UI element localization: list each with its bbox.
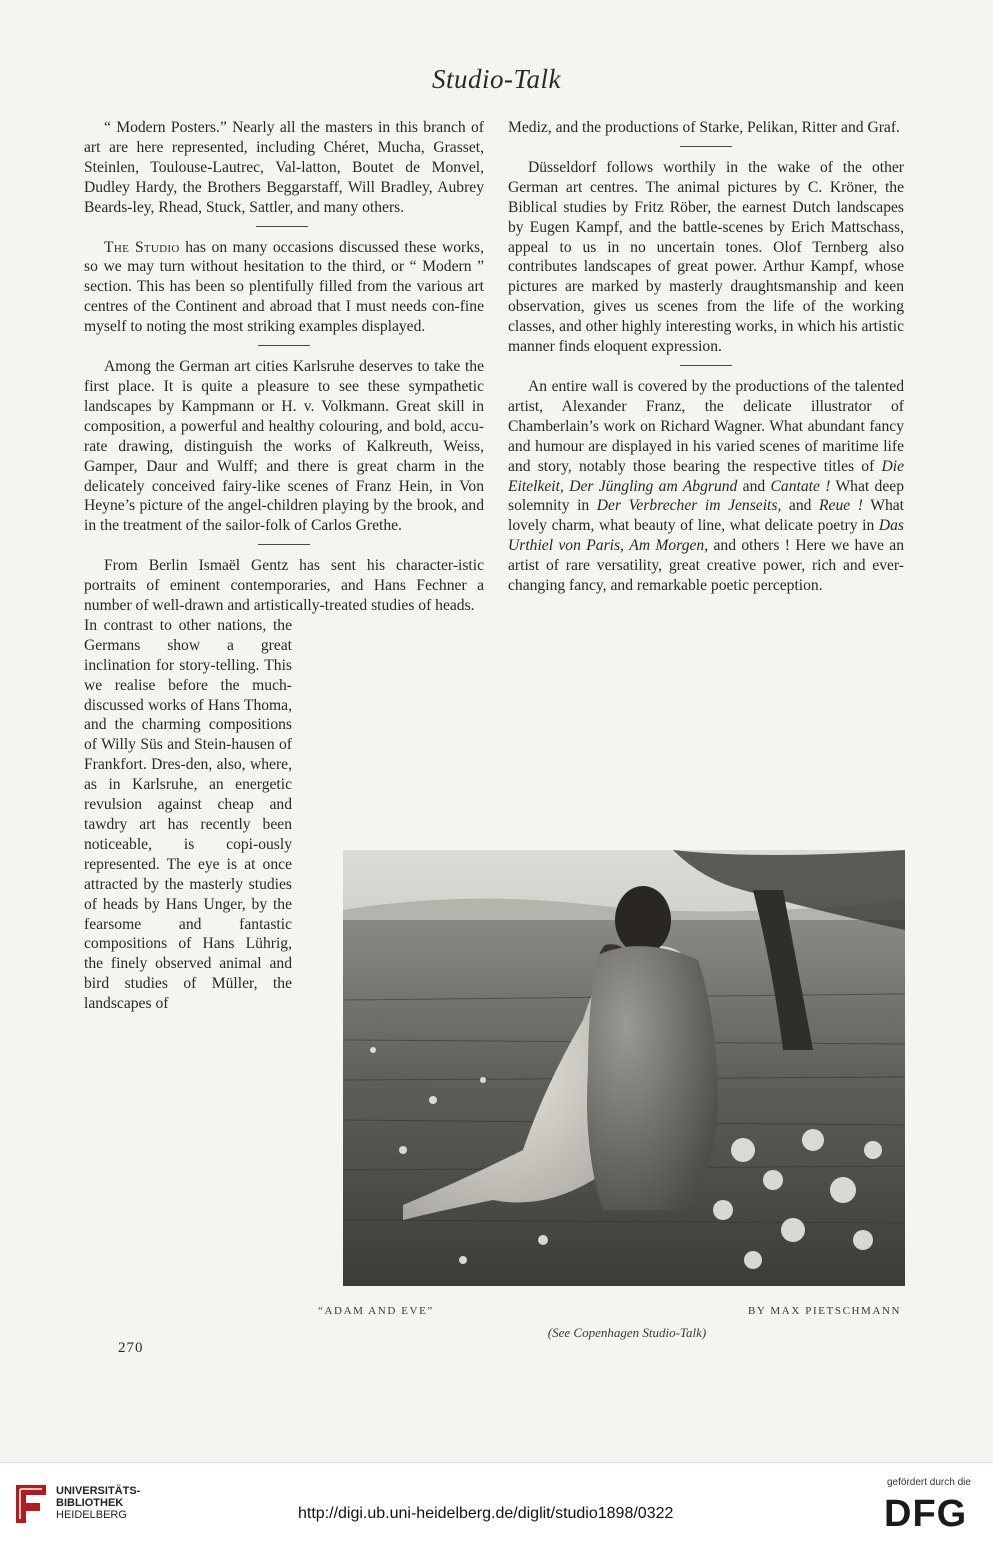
section-divider [256, 226, 308, 227]
separator-text: , [620, 537, 630, 555]
digitization-footer [0, 1462, 993, 1562]
paragraph-wrapped-beside-figure: In contrast to other nations, the Germans show a great inclination for story-telling. This we realise before the much-discussed works of Hans Thoma, and the charming compositions of Willy Süs and Stein-hausen of Frankfort. Dres-den, also, where, as in Karlsruhe, an energetic revulsion against cheap and tawdry art has recently been noticeable, is copi-ously represented. The eye is at once attracted by the masterly studies of heads by Hans Unger, by the fearsome and fantastic compositions of Hans Lührig, the finely observed animal and bird studies of Müller, the landscapes of [84, 616, 292, 1013]
work-title: Reue ! [819, 497, 863, 515]
section-divider [258, 544, 310, 545]
work-title: Am Morgen [629, 537, 705, 555]
work-title: Der Jüngling am Abgrund [569, 477, 738, 495]
separator-text: What deep solemnity in [508, 477, 904, 515]
work-title: Der Verbrecher im Jenseits [596, 497, 778, 515]
paragraph: From Berlin Ismaël Gentz has sent his character-istic portraits of eminent contemporaries, and Hans Fechner a number of well-drawn and artistically-treated studies of heads. [84, 557, 484, 615]
dfg-logo: DFG [884, 1493, 968, 1535]
paragraph: “ Modern Posters.” Nearly all the masters in this branch of art are here represented, including Chéret, Mucha, Grasset, Steinlen, Toulouse-Lautrec, Val-latton, Boutet de Monvel, Dudley Hardy, the Brothers Beggarstaff, Will Bradley, Aubrey Beards-ley, Rhead, Stuck, Sattler, and many others. [84, 119, 484, 216]
sponsor-label: gefördert durch die [887, 1477, 971, 1488]
paragraph: Düsseldorf follows worthily in the wake of the other German art centres. The animal pictures by C. Kröner, the Biblical studies by Fritz Röber, the earnest Dutch landscapes by Eugen Kampf, and the battle-scenes by Erich Mattschass, appeal to us in no uncertain tones. Olof Ternberg also contributes landscapes of great power. Arthur Kampf, whose pictures are marked by masterly draughtsmanship and keen observation, gives us scenes from the life of the working classes, and other highly interesting works, in which his artistic manner finds eloquent expression. [508, 158, 904, 356]
illustration-adam-and-eve [343, 850, 905, 1286]
running-title: Studio-Talk [431, 64, 562, 94]
page-number: 270 [118, 1340, 144, 1356]
figure-caption-title: “ADAM AND EVE” [318, 1305, 434, 1317]
section-divider [258, 345, 310, 346]
illustration-drawing [343, 850, 905, 1286]
magazine-name: The Studio [104, 238, 180, 256]
paragraph-text: , and others ! Here we have an artist of rare versatility, great creative power, rich and ever-changing fancy, and remarkable poetic perception. [508, 537, 905, 595]
separator-text: and [737, 477, 771, 495]
figure-caption-artist: BY MAX PIETSCHMANN [748, 1305, 902, 1317]
work-title: Die Eitelkeit [508, 457, 904, 495]
separator-text: What lovely charm, what beauty of line, what delicate poetry in [508, 497, 904, 535]
library-name-line: UNIVERSITÄTS- [56, 1485, 141, 1497]
library-name-line: BIBLIOTHEK [56, 1497, 124, 1509]
paragraph [508, 377, 904, 596]
right-column [508, 118, 904, 596]
paragraph [84, 238, 484, 338]
separator-text: , and [777, 497, 819, 515]
library-name [56, 1485, 140, 1521]
separator-text: , [559, 477, 570, 495]
section-divider [680, 365, 732, 366]
permalink[interactable]: http://digi.ub.uni-heidelberg.de/diglit/studio1898/0322 [298, 1505, 674, 1522]
paragraph-text: An entire wall is covered by the productions of the talented artist, Alexander Franz, the delicate illustrator of Chamberlain’s work on Richard Wagner. What abundant fancy and humour are displayed in his varied scenes of maritime life and story, notably those bearing the respective titles of [508, 377, 904, 475]
library-name-line: HEIDELBERG [56, 1509, 127, 1521]
library-logo-icon [12, 1481, 50, 1527]
work-title: Cantate ! [770, 477, 831, 495]
paragraph: Mediz, and the productions of Starke, Pelikan, Ritter and Graf. [508, 119, 900, 136]
work-title: Das Urthiel von Paris [508, 517, 904, 555]
section-divider [680, 146, 732, 147]
paragraph: Among the German art cities Karlsruhe deserves to take the first place. It is quite a pleasure to see these sympathetic landscapes by Kampmann or H. v. Volkmann. Great skill in composition, a powerful and healthy colouring, and bold, accu-rate drawing, distinguish the works of Kalkreuth, Weiss, Gamper, Daur and Wulff; and there is great charm in the delicately conceived fairy-like scenes of Franz Hein, in Von Heyne’s picture of the angel-children playing by the brook, and in the treatment of the sailor-folk of Carlos Grethe. [84, 358, 484, 535]
figure-caption-note: (See Copenhagen Studio-Talk) [547, 1325, 707, 1340]
paragraph-text: has on many occasions discussed these works, so we may turn without hesitation to the third, or “ Modern ” section. This has been so plentifully filled from the various art centres of the Continent and abroad that I must needs con-fine myself to noting the most striking examples displayed. [84, 238, 484, 336]
